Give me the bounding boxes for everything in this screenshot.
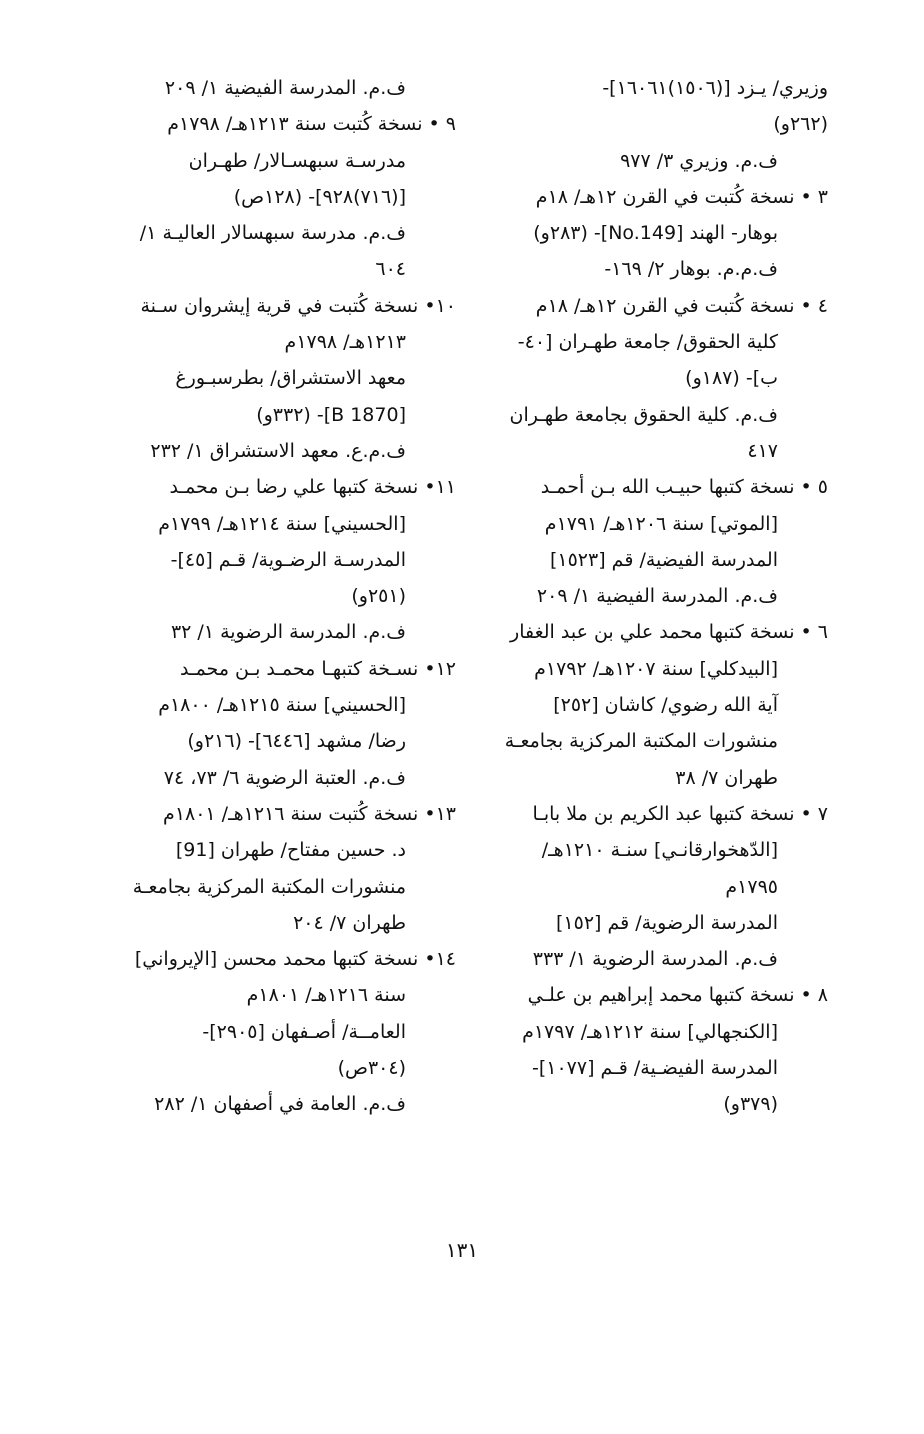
entry-heading-line: ٥ • نسخة كتبها حبيـب الله بـن أحمـد <box>540 476 828 499</box>
entry-text-line: (٣٧٩و) <box>723 1093 778 1116</box>
left-column-entry <box>96 106 456 287</box>
entry-text-line: ١٢١٣هـ/ ١٧٩٨م <box>284 331 406 354</box>
entry-heading-line: ٤ • نسخة كُتبت في القرن ١٢هـ/ ١٨م <box>535 294 828 317</box>
entry-text-line: سنة ١٢١٦هـ/ ١٨٠١م <box>246 984 406 1007</box>
reference-line: ف.م. العتبة الرضوية ٦/ ٧٣، ٧٤ <box>163 766 406 789</box>
entry-heading-line: ٣ • نسخة كُتبت في القرن ١٢هـ/ ١٨م <box>535 185 828 208</box>
reference-line: منشورات المكتبة المركزية بجامعـة <box>132 875 406 898</box>
entry-text-line: كلية الحقوق/ جامعة طهـران [٤٠- <box>517 331 778 354</box>
entry-text-line: ب]- (١٨٧و) <box>685 367 778 390</box>
left-column-entry <box>96 651 456 796</box>
entry-text-line: [البيدكلي] سنة ١٢٠٧هـ/ ١٧٩٢م <box>534 657 778 680</box>
left-column-entry <box>96 288 456 469</box>
entry-heading-line: ١٠• نسخة كُتبت في قرية إيشروان سـنة <box>140 294 456 317</box>
entry-text-line: [الدّهخوارقانـي] سنـة ١٢١٠هـ/ <box>541 839 778 862</box>
right-column-entry <box>468 179 828 288</box>
entry-heading-line: ١١• نسخة كتبها علي رضا بـن محمـد <box>169 476 456 499</box>
reference-line: ف.م. كلية الحقوق بجامعة طهـران <box>509 403 778 426</box>
entry-text-line: بوهار- الهند [No.149]- (٢٨٣و) <box>533 222 778 245</box>
reference-line: ف.م. وزيري ٣/ ٩٧٧ <box>620 149 778 172</box>
entry-text-line: [الكنجهالي] سنة ١٢١٢هـ/ ١٧٩٧م <box>522 1020 778 1043</box>
entry-text-line: رضا/ مشهد [٦٤٤٦]- (٢١٦و) <box>187 730 406 753</box>
entry-text-line: د. حسين مفتاح/ طهران [91] <box>175 839 406 862</box>
left-column <box>96 70 456 1123</box>
entry-text-line: آية الله رضوي/ كاشان [٢٥٢] <box>553 694 778 717</box>
entry-text-line: ١٧٩٥م <box>725 875 778 898</box>
page-number: ١٣١ <box>445 1238 479 1262</box>
entry-text-line: [B 1870]- (٣٣٢و) <box>256 403 406 426</box>
entry-text-line: العامــة/ أصـفهان [٢٩٠٥]- <box>202 1020 406 1043</box>
reference-line: ف.م. مدرسة سبهسالار العاليـة ١/ <box>139 222 406 245</box>
entry-heading-line: ٨ • نسخة كتبها محمد إبراهيم بن علـي <box>527 984 828 1007</box>
entry-heading-line: ١٤• نسخة كتبها محمد محسن [الإيرواني] <box>134 948 456 971</box>
entry-heading-line: ٦ • نسخة كتبها محمد علي بن عبد الغفار <box>510 621 828 644</box>
right-column <box>468 70 828 1123</box>
right-column-entry <box>468 977 828 1122</box>
entry-text-line: مدرسـة سبهسـالار/ طهـران <box>188 149 406 172</box>
right-column-entry <box>468 469 828 614</box>
entry-text-line: (٣٠٤ص) <box>337 1057 406 1080</box>
entry-text-line: المدرسة الرضوية/ قم [١٥٢] <box>556 911 778 934</box>
reference-line: ف.م.ع. معهد الاستشراق ١/ ٢٣٢ <box>150 439 406 462</box>
entry-text-line: المدرسـة الرضـوية/ قـم [٤٥]- <box>170 548 406 571</box>
reference-line: طهران ٧/ ٢٠٤ <box>293 911 406 934</box>
left-column-entry <box>96 469 456 650</box>
reference-line: ٤١٧ <box>747 439 778 462</box>
entry-heading-line: ١٣• نسخة كُتبت سنة ١٢١٦هـ/ ١٨٠١م <box>163 802 456 825</box>
left-column-entry <box>96 70 456 106</box>
entry-text-line: المدرسة الفيضية/ قم [١٥٢٣] <box>549 548 778 571</box>
entry-text-line: [الموتي] سنة ١٢٠٦هـ/ ١٧٩١م <box>544 512 778 535</box>
entry-text-line: وزيري/ يـزد [(١٥٠٦)١٦٠٦١]- <box>602 77 828 99</box>
entry-text-line: [الحسيني] سنة ١٢١٤هـ/ ١٧٩٩م <box>158 512 406 535</box>
entry-heading-line: ١٢• نسـخة كتبهـا محمـد بـن محمـد <box>180 657 456 680</box>
entry-heading-line: ٧ • نسخة كتبها عبد الكريم بن ملا بابـا <box>532 802 828 825</box>
reference-line: ف.م. المدرسة الفيضية ١/ ٢٠٩ <box>164 77 406 99</box>
left-column-entry <box>96 941 456 1122</box>
reference-line: طهران ٧/ ٣٨ <box>675 766 778 789</box>
entry-heading-line: ٩ • نسخة كُتبت سنة ١٢١٣هـ/ ١٧٩٨م <box>167 113 456 136</box>
entry-text-line: [الحسيني] سنة ١٢١٥هـ/ ١٨٠٠م <box>158 694 406 717</box>
entry-text-line: المدرسة الفيضـية/ قـم [١٠٧٧]- <box>531 1057 778 1080</box>
reference-line: منشورات المكتبة المركزية بجامعـة <box>504 730 778 753</box>
reference-line: ف.م.م. بوهار ٢/ ١٦٩- <box>604 258 778 281</box>
entry-text-line: (٢٦٢و) <box>773 113 828 136</box>
entry-text-line: [(٧١٦)٩٢٨]- (١٢٨ص) <box>233 185 406 208</box>
left-column-entry <box>96 796 456 941</box>
right-column-entry <box>468 70 828 179</box>
reference-line: ف.م. العامة في أصفهان ١/ ٢٨٢ <box>154 1093 406 1116</box>
right-column-entry <box>468 614 828 795</box>
right-column-entry <box>468 796 828 977</box>
reference-line: ٦٠٤ <box>375 258 406 281</box>
entry-text-line: معهد الاستشراق/ بطرسبـورغ <box>175 367 406 390</box>
reference-line: ف.م. المدرسة الرضوية ١/ ٣٢ <box>170 621 406 644</box>
reference-line: ف.م. المدرسة الفيضية ١/ ٢٠٩ <box>536 585 778 608</box>
reference-line: ف.م. المدرسة الرضوية ١/ ٣٣٣ <box>532 948 778 971</box>
right-column-entry <box>468 288 828 469</box>
entry-text-line: (٢٥١و) <box>351 585 406 608</box>
